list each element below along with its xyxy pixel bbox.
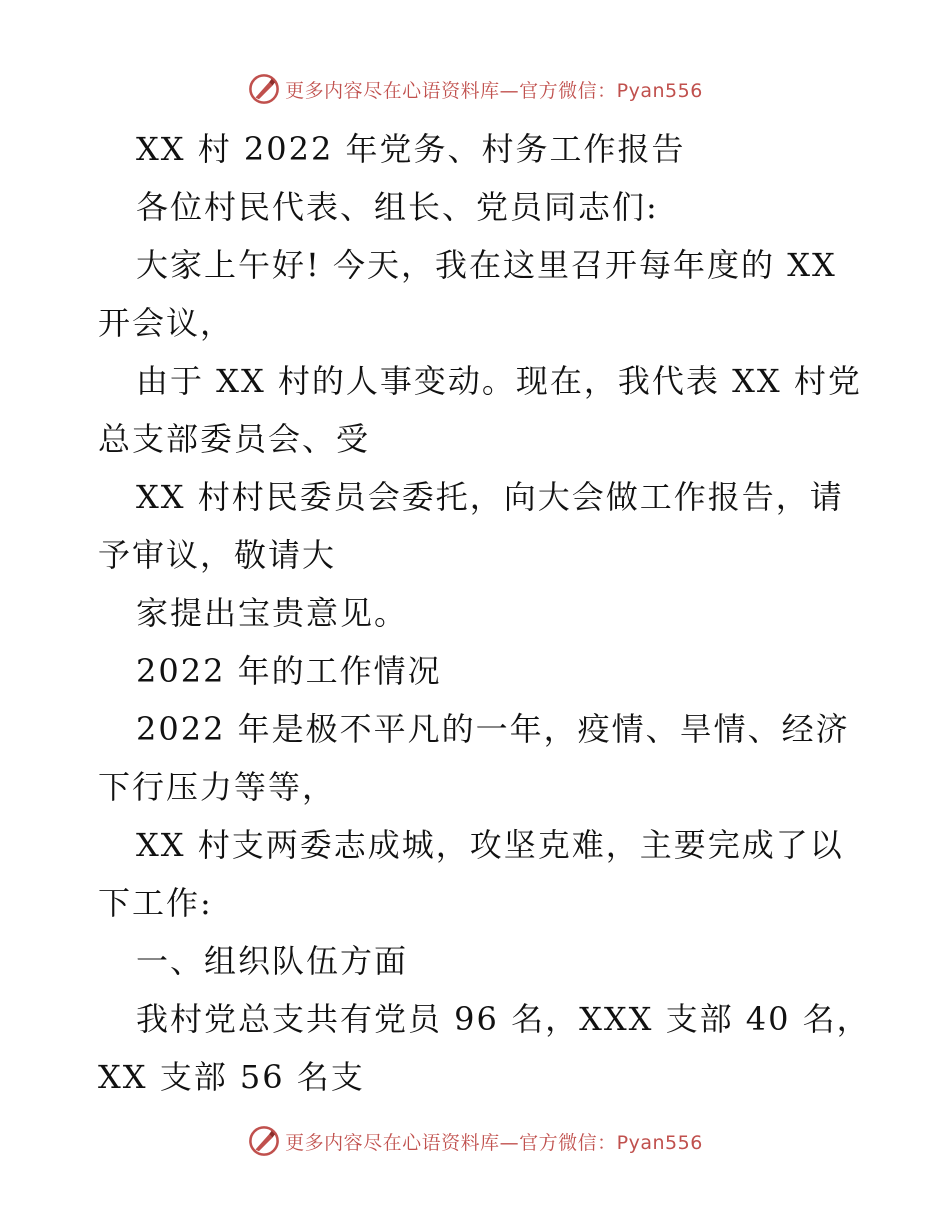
document-line: XX 村 2022 年党务、村务工作报告: [136, 130, 686, 168]
document-line: 家提出宝贵意见。: [136, 594, 409, 632]
document-line: 我村党总支共有党员 96 名，XXX 支部 40 名，: [136, 1000, 871, 1038]
document-body: [98, 120, 871, 1106]
document-line: 2022 年的工作情况: [136, 652, 442, 690]
document-line: 大家上午好! 今天，我在这里召开每年度的 XX: [136, 246, 837, 284]
pen-logo-icon: [247, 72, 281, 106]
document-line: 总支部委员会、受: [98, 420, 371, 458]
watermark-text: 更多内容尽在心语资料库—官方微信：Pyan556: [285, 1131, 703, 1154]
footer-watermark: [0, 1124, 950, 1158]
document-line: 2022 年是极不平凡的一年，疫情、旱情、经济: [136, 710, 850, 748]
document-line: 一、组织队伍方面: [136, 942, 409, 980]
document-line: 予审议，敬请大: [98, 536, 337, 574]
document-line: XX 村支两委志成城，攻坚克难，主要完成了以: [136, 826, 844, 864]
document-line: 下工作:: [98, 884, 213, 922]
watermark-text: 更多内容尽在心语资料库—官方微信：Pyan556: [285, 79, 703, 102]
document-line: 下行压力等等，: [98, 768, 337, 806]
document-line: 开会议，: [98, 304, 235, 342]
document-line: XX 支部 56 名支: [98, 1058, 365, 1096]
document-line: 由于 XX 村的人事变动。现在，我代表 XX 村党: [136, 362, 862, 400]
document-line: 各位村民代表、组长、党员同志们:: [136, 188, 659, 226]
pen-logo-icon: [247, 1124, 281, 1158]
header-watermark: [0, 72, 950, 106]
document-line: XX 村村民委员会委托，向大会做工作报告，请: [136, 478, 844, 516]
